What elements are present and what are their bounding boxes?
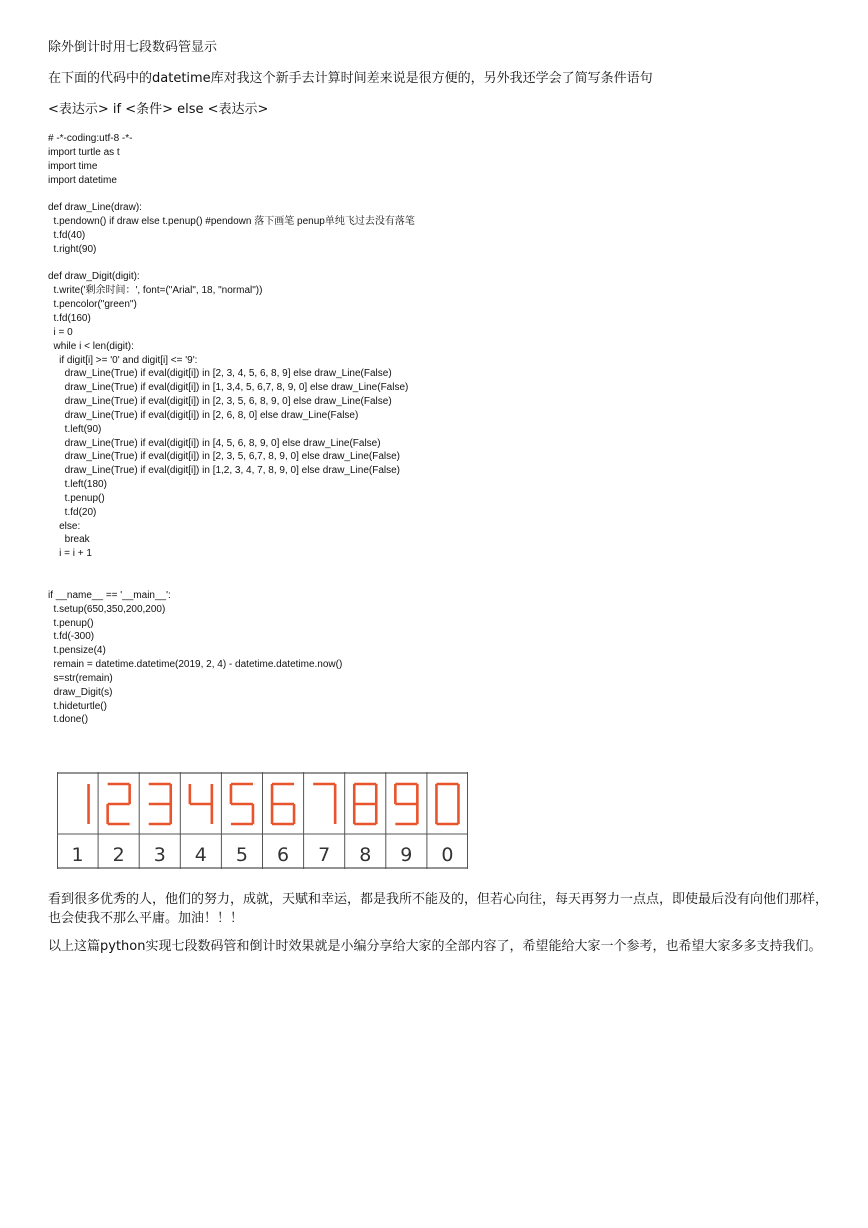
- code-line: def draw_Digit(digit):: [48, 271, 140, 283]
- code-line: if __name__ == '__main__':: [48, 589, 171, 601]
- code-line: t.fd(40): [48, 229, 86, 241]
- closing-paragraph-1: 看到很多优秀的人，他们的努力，成就，天赋和幸运，都是我所不能及的，但若心向往，每天再努力一点点，即使最后没有向他们那样，也会使我不那么平庸。加油！！！: [48, 892, 829, 926]
- code-line: remain = datetime.datetime(2019, 2, 4) - datetime.datetime.now(): [48, 659, 343, 671]
- code-line: draw_Line(True) if eval(digit[i]) in [4, 5, 6, 8, 9, 0] else draw_Line(False): [48, 437, 381, 449]
- code-line: t.right(90): [48, 243, 97, 255]
- code-line: break: [48, 534, 90, 546]
- code-line: t.setup(650,350,200,200): [48, 603, 166, 615]
- seven-segment-figure: [57, 772, 468, 869]
- seven-segment-digit: [108, 784, 130, 824]
- syntax-line: <表达示> if <条件> else <表达示>: [48, 102, 269, 117]
- code-line: t.fd(160): [48, 312, 91, 324]
- seven-segment-digit: [190, 784, 212, 824]
- code-line: i = i + 1: [48, 548, 92, 560]
- code-line: t.pensize(4): [48, 645, 106, 657]
- seven-segment-digit: [272, 784, 294, 824]
- code-line: t.hideturtle(): [48, 700, 107, 712]
- seven-segment-digit: [313, 784, 335, 824]
- seven-segment-digit: [149, 784, 171, 824]
- digit-label: 7: [318, 844, 331, 866]
- code-line: draw_Digit(s): [48, 686, 113, 698]
- code-line: draw_Line(True) if eval(digit[i]) in [1, 3,4, 5, 6,7, 8, 9, 0] else draw_Line(False): [48, 382, 409, 394]
- code-line: if digit[i] >= '0' and digit[i] <= '9':: [48, 354, 198, 366]
- code-line: else:: [48, 520, 81, 532]
- closing-paragraph-2: 以上这篇python实现七段数码管和倒计时效果就是小编分享给大家的全部内容了，希望能给大家一个参考，也希望大家多多支持我们。: [48, 939, 822, 954]
- seven-segment-digit: [231, 784, 253, 824]
- code-line: def draw_Line(draw):: [48, 202, 142, 214]
- seven-segment-digit: [395, 784, 417, 824]
- digit-label: 0: [441, 844, 454, 866]
- code-line: t.left(90): [48, 423, 102, 435]
- code-line: import turtle as t: [48, 146, 120, 158]
- code-line: t.penup(): [48, 492, 105, 504]
- code-line: import time: [48, 160, 98, 172]
- code-line: draw_Line(True) if eval(digit[i]) in [2, 3, 4, 5, 6, 8, 9] else draw_Line(False): [48, 368, 392, 380]
- code-line: t.penup(): [48, 617, 94, 629]
- code-line: draw_Line(True) if eval(digit[i]) in [2, 3, 5, 6,7, 8, 9, 0] else draw_Line(False): [48, 451, 401, 463]
- code-line: t.left(180): [48, 479, 107, 491]
- code-line: i = 0: [48, 326, 73, 338]
- seven-segment-digit: [354, 784, 376, 824]
- digit-label: 8: [359, 844, 372, 866]
- code-line: t.write('剩余时间：', font=("Arial", 18, "normal")): [48, 285, 263, 297]
- digit-label: 9: [400, 844, 413, 866]
- seven-segment-digit: [436, 784, 458, 824]
- digit-label: 3: [153, 844, 166, 866]
- code-block: [48, 132, 415, 727]
- code-line: t.fd(20): [48, 506, 97, 518]
- digit-label: 6: [277, 844, 290, 866]
- digit-label: 2: [112, 844, 125, 866]
- digit-label: 5: [235, 844, 248, 866]
- digit-label: 4: [194, 844, 207, 866]
- code-line: t.fd(-300): [48, 631, 95, 643]
- intro-paragraph: 在下面的代码中的datetime库对我这个新手去计算时间差来说是很方便的，另外我还学会了简写条件语句: [48, 71, 653, 86]
- digit-label: 1: [71, 844, 84, 866]
- code-line: s=str(remain): [48, 672, 113, 684]
- code-line: t.done(): [48, 714, 89, 726]
- code-line: import datetime: [48, 174, 117, 186]
- code-line: draw_Line(True) if eval(digit[i]) in [2, 3, 5, 6, 8, 9, 0] else draw_Line(False): [48, 396, 392, 408]
- code-line: while i < len(digit):: [48, 340, 134, 352]
- code-line: t.pencolor("green"): [48, 299, 137, 311]
- code-line: # -*-coding:utf-8 -*-: [48, 133, 133, 144]
- code-line: t.pendown() if draw else t.penup() #pendown 落下画笔 penup单纯飞过去没有落笔: [48, 216, 415, 228]
- code-line: draw_Line(True) if eval(digit[i]) in [1,2, 3, 4, 7, 8, 9, 0] else draw_Line(False): [48, 465, 401, 477]
- page-title: 除外倒计时用七段数码管显示: [48, 40, 218, 55]
- code-line: draw_Line(True) if eval(digit[i]) in [2, 6, 8, 0] else draw_Line(False): [48, 409, 359, 421]
